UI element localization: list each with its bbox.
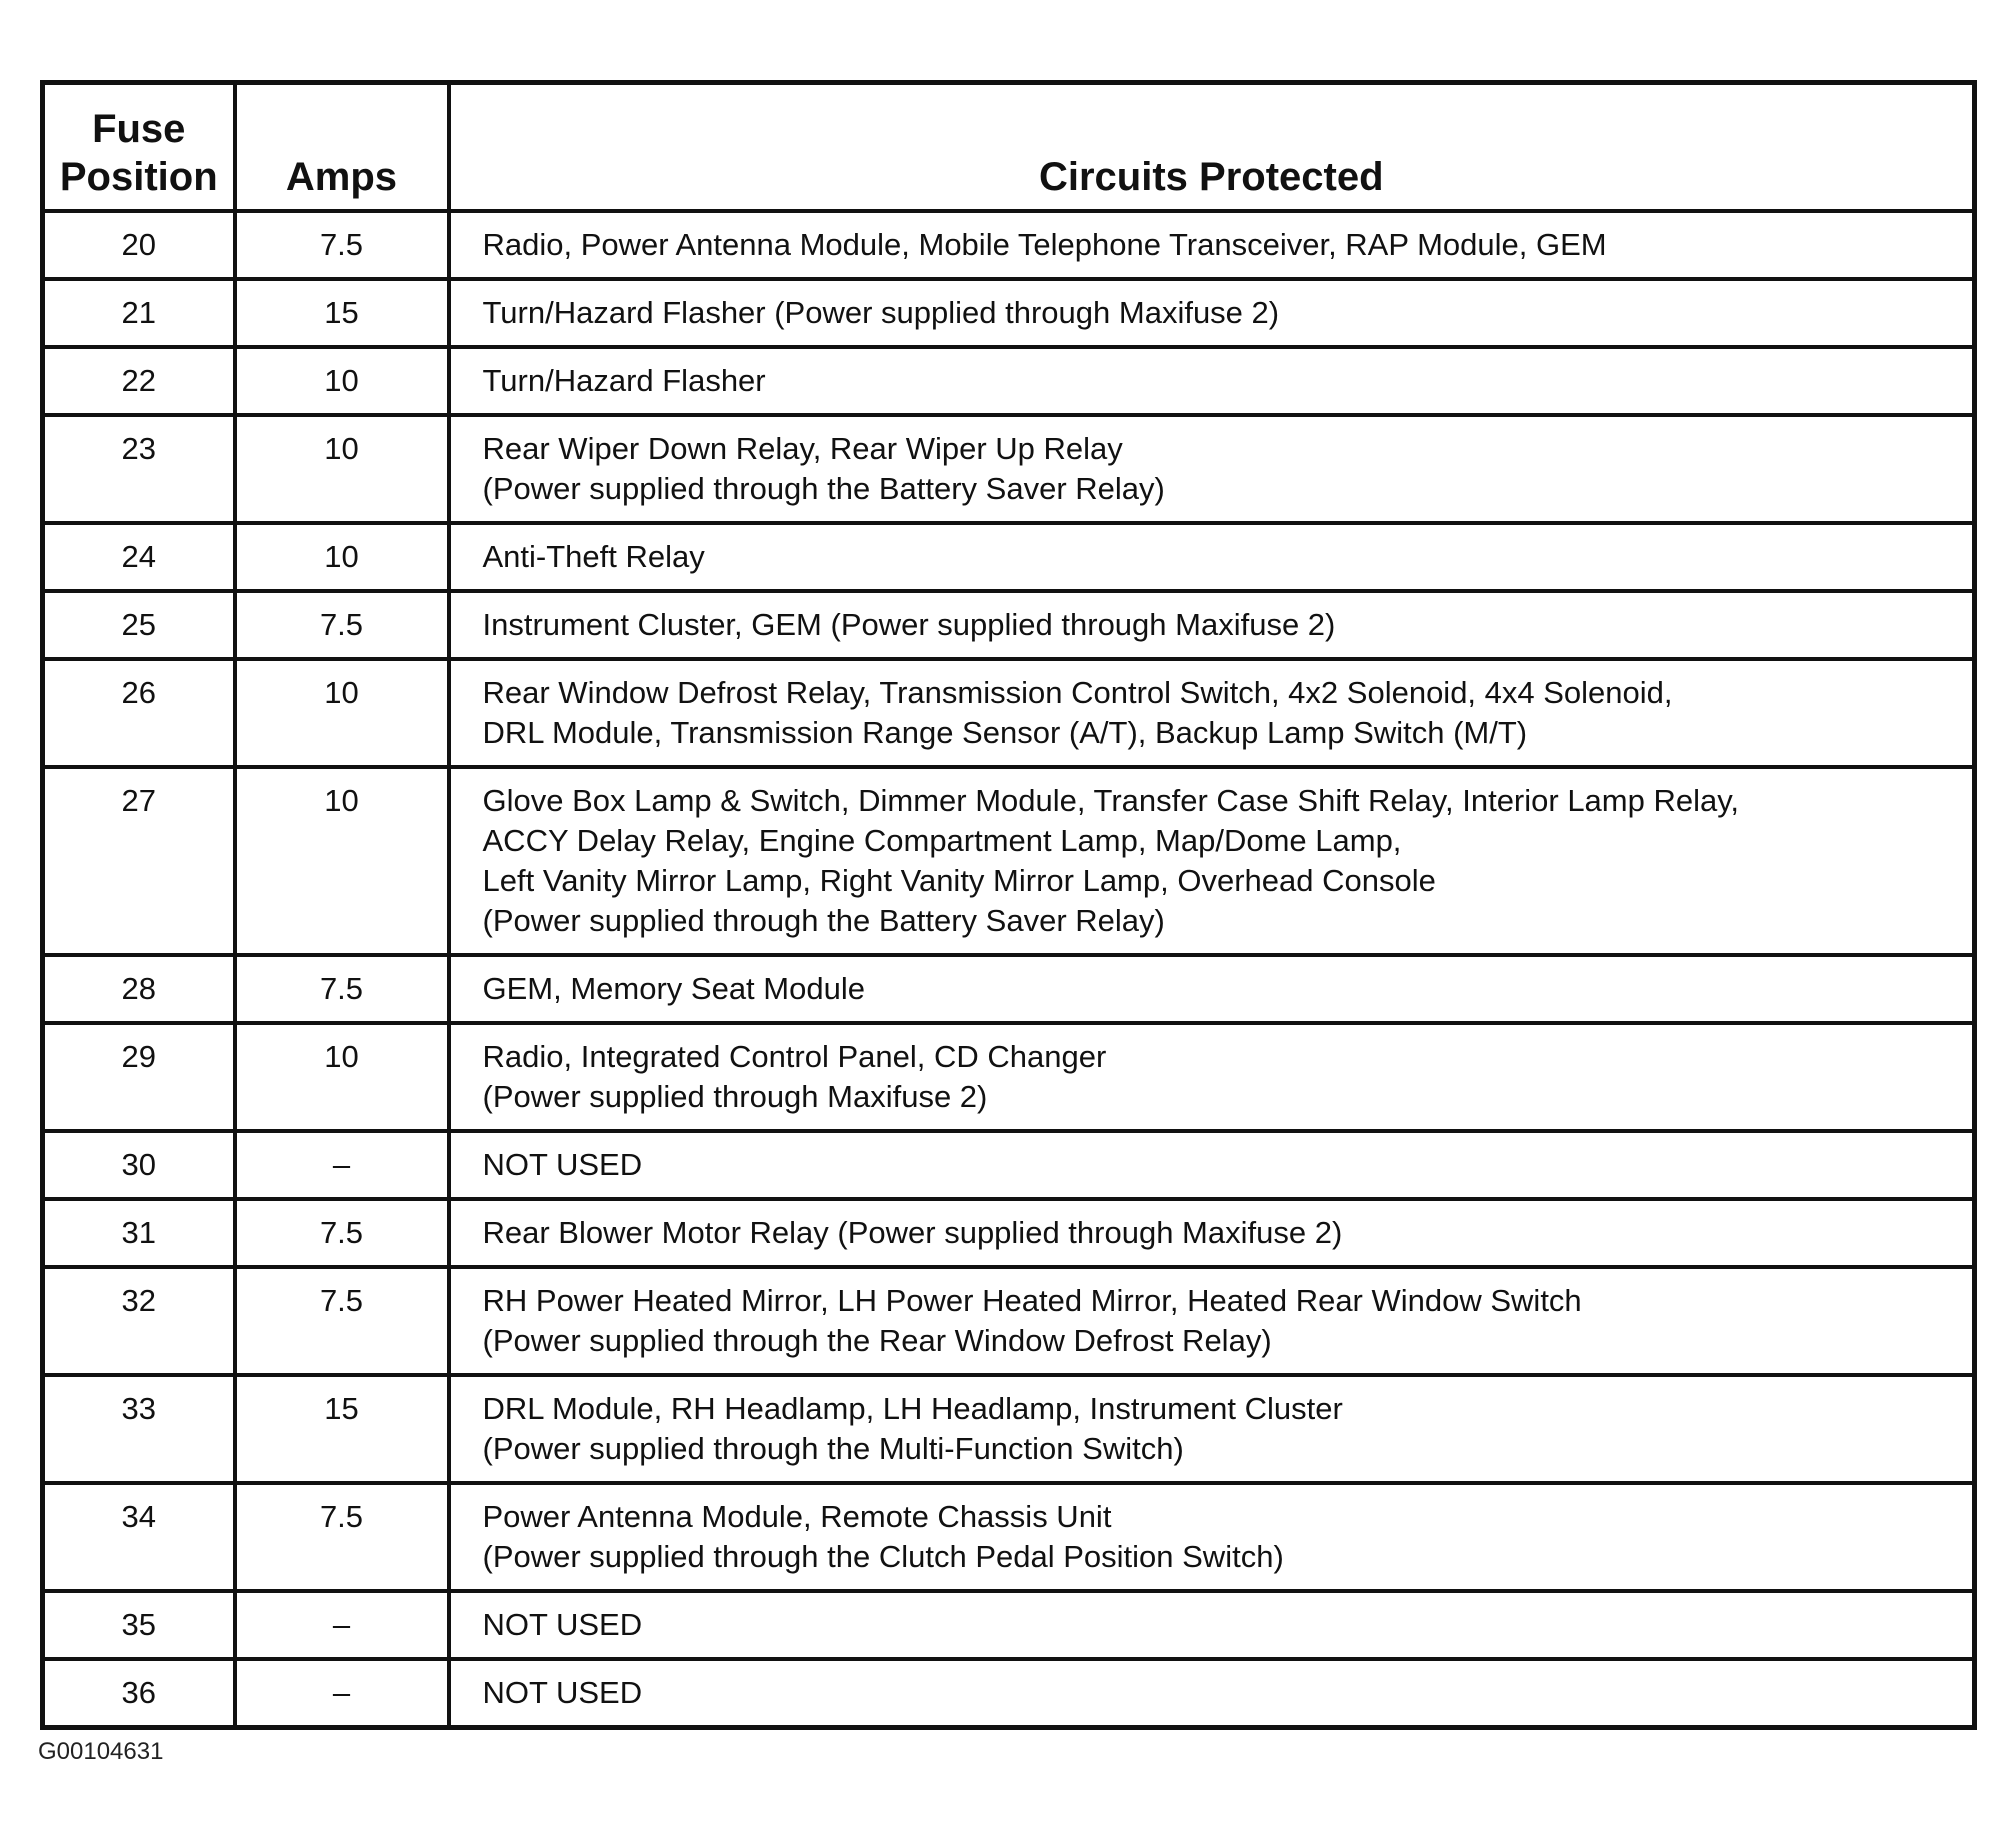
table-row [43,955,1975,1023]
table-row [43,1199,1975,1267]
fuse-position-cell: 33 [43,1375,235,1483]
circuits-cell: Turn/Hazard Flasher (Power supplied through Maxifuse 2) [449,279,1975,347]
fuse-position-cell: 31 [43,1199,235,1267]
table-row [43,1483,1975,1591]
fuse-position-cell: 29 [43,1023,235,1131]
fuse-position-cell: 32 [43,1267,235,1375]
amps-cell: 7.5 [235,1267,449,1375]
fuse-position-cell: 23 [43,415,235,523]
amps-cell: 15 [235,279,449,347]
circuits-cell: Anti-Theft Relay [449,523,1975,591]
amps-cell: 15 [235,1375,449,1483]
fuse-rows [43,211,1975,1728]
fuse-position-cell: 25 [43,591,235,659]
table-row [43,523,1975,591]
circuits-cell: DRL Module, RH Headlamp, LH Headlamp, Instrument Cluster (Power supplied through the Multi-Function Switch) [449,1375,1975,1483]
fuse-position-cell: 22 [43,347,235,415]
circuits-cell: NOT USED [449,1659,1975,1728]
amps-cell: 10 [235,767,449,955]
table-row [43,767,1975,955]
amps-cell: 10 [235,523,449,591]
circuits-cell: RH Power Heated Mirror, LH Power Heated Mirror, Heated Rear Window Switch (Power supplied through the Rear Window Defrost Relay) [449,1267,1975,1375]
circuits-cell: Rear Window Defrost Relay, Transmission Control Switch, 4x2 Solenoid, 4x4 Solenoid, DRL Module, Transmission Range Sensor (A/T), Backup Lamp Switch (M/T) [449,659,1975,767]
circuits-cell: Instrument Cluster, GEM (Power supplied through Maxifuse 2) [449,591,1975,659]
circuits-cell: Radio, Power Antenna Module, Mobile Telephone Transceiver, RAP Module, GEM [449,211,1975,279]
circuits-cell: Rear Blower Motor Relay (Power supplied through Maxifuse 2) [449,1199,1975,1267]
header-circuits-protected: Circuits Protected [449,83,1975,212]
amps-cell: 7.5 [235,591,449,659]
fuse-table [40,80,1977,1730]
fuse-position-cell: 21 [43,279,235,347]
amps-cell: 7.5 [235,1483,449,1591]
circuits-cell: Glove Box Lamp & Switch, Dimmer Module, Transfer Case Shift Relay, Interior Lamp Relay, ACCY Delay Relay, Engine Compartment Lamp, Map/Dome Lamp, Left Vanity Mirror Lamp, Right Vanity Mirror Lamp, Overhead Console (Power supplied through the Battery Saver Relay) [449,767,1975,955]
amps-cell: – [235,1659,449,1728]
amps-cell: – [235,1591,449,1659]
table-row [43,1267,1975,1375]
table-row [43,1023,1975,1131]
circuits-cell: NOT USED [449,1591,1975,1659]
amps-cell: 7.5 [235,211,449,279]
table-row [43,347,1975,415]
header-fuse-position: Fuse Position [43,83,235,212]
fuse-position-cell: 26 [43,659,235,767]
amps-cell: – [235,1131,449,1199]
table-row [43,591,1975,659]
table-row [43,211,1975,279]
fuse-position-cell: 30 [43,1131,235,1199]
circuits-cell: GEM, Memory Seat Module [449,955,1975,1023]
header-amps: Amps [235,83,449,212]
fuse-position-cell: 28 [43,955,235,1023]
amps-cell: 7.5 [235,955,449,1023]
fuse-position-cell: 24 [43,523,235,591]
amps-cell: 10 [235,1023,449,1131]
table-row [43,1131,1975,1199]
circuits-cell: Turn/Hazard Flasher [449,347,1975,415]
circuits-cell: Rear Wiper Down Relay, Rear Wiper Up Relay (Power supplied through the Battery Saver Relay) [449,415,1975,523]
amps-cell: 10 [235,347,449,415]
header-row [43,83,1975,212]
fuse-position-cell: 34 [43,1483,235,1591]
table-row [43,1591,1975,1659]
table-row [43,1659,1975,1728]
fuse-position-cell: 35 [43,1591,235,1659]
table-row [43,659,1975,767]
amps-cell: 10 [235,659,449,767]
circuits-cell: Radio, Integrated Control Panel, CD Changer (Power supplied through Maxifuse 2) [449,1023,1975,1131]
table-row [43,1375,1975,1483]
circuits-cell: Power Antenna Module, Remote Chassis Unit (Power supplied through the Clutch Pedal Position Switch) [449,1483,1975,1591]
amps-cell: 7.5 [235,1199,449,1267]
fuse-position-cell: 36 [43,1659,235,1728]
table-row [43,415,1975,523]
fuse-position-cell: 20 [43,211,235,279]
circuits-cell: NOT USED [449,1131,1975,1199]
fuse-position-cell: 27 [43,767,235,955]
amps-cell: 10 [235,415,449,523]
table-row [43,279,1975,347]
reference-code: G00104631 [38,1738,164,1765]
